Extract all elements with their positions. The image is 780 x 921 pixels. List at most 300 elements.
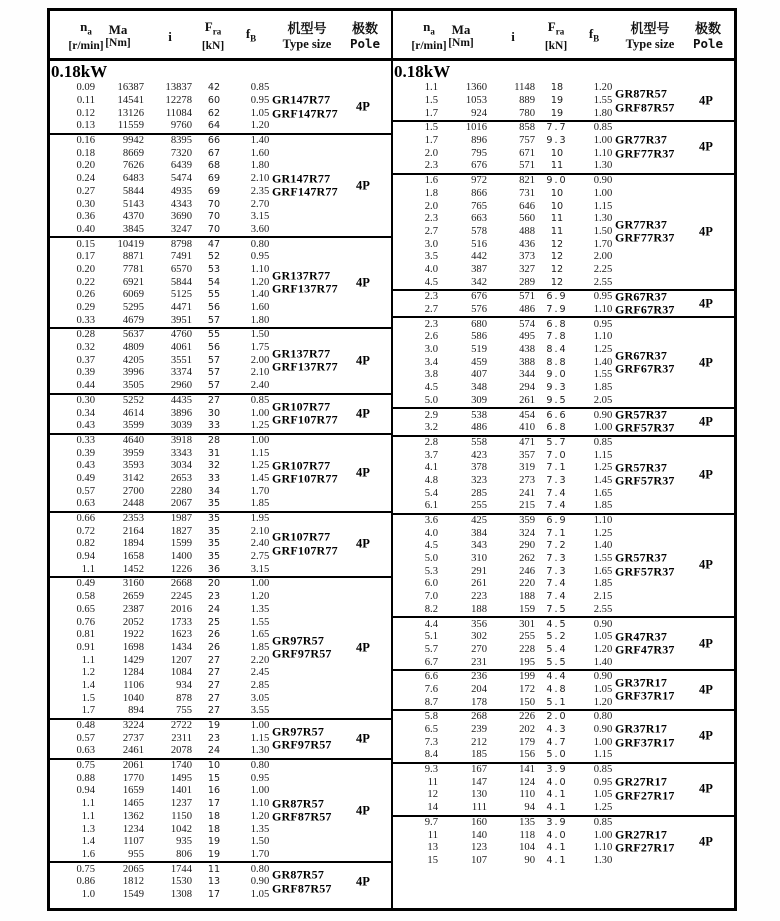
fb-value: 3.60 xyxy=(250,223,270,235)
i-value: 8798 xyxy=(170,238,192,250)
table-row xyxy=(393,604,734,617)
ma-value: 204 xyxy=(471,683,487,695)
col-header-ratio xyxy=(150,11,190,61)
na-value: 12 xyxy=(427,789,438,801)
na-value: 0.27 xyxy=(76,185,95,197)
na-value: 5.4 xyxy=(424,487,438,499)
pole-value: 4P xyxy=(356,353,370,368)
ma-value: 576 xyxy=(471,304,487,316)
pole-value: 4P xyxy=(699,781,713,796)
i-value: 4760 xyxy=(170,329,192,341)
fra-value: 47 xyxy=(207,238,221,250)
model-block xyxy=(50,576,391,718)
fra-value: 19 xyxy=(207,720,221,732)
ma-value: 1106 xyxy=(123,679,144,691)
fb-value: 1.20 xyxy=(593,82,613,94)
fra-value: 27 xyxy=(207,692,221,704)
i-value: 2653 xyxy=(170,472,192,484)
model-block xyxy=(50,718,391,758)
table-row xyxy=(393,213,734,226)
na-value: 0.63 xyxy=(76,745,95,757)
fb-value: 0.80 xyxy=(593,711,613,723)
type-size-label: GR107R77 GRF107R77 xyxy=(272,399,338,427)
na-value: 1.3 xyxy=(81,823,95,835)
i-value: 806 xyxy=(176,848,192,860)
table-row xyxy=(393,462,734,475)
table-row xyxy=(50,551,391,564)
table-row xyxy=(393,122,734,135)
pole-value: 4P xyxy=(356,803,370,817)
table-row xyxy=(393,238,734,251)
na-value: 3.7 xyxy=(424,449,438,461)
fra-value: 28 xyxy=(207,434,221,446)
na-value: 9.3 xyxy=(424,764,438,776)
ma-value: 459 xyxy=(471,356,487,368)
na-value: 8.7 xyxy=(424,696,438,708)
i-value: 4061 xyxy=(170,342,192,354)
i-value: 3918 xyxy=(170,434,192,446)
fb-value: 2.00 xyxy=(250,354,270,366)
fra-value: 31 xyxy=(207,447,221,459)
fra-value: 27 xyxy=(207,679,221,691)
na-value: 1.6 xyxy=(81,848,95,860)
i-value: 156 xyxy=(519,749,535,761)
na-value: 1.7 xyxy=(424,107,438,119)
type-size-label: GR137R77 GRF137R77 xyxy=(272,268,338,296)
na-value: 2.3 xyxy=(424,213,438,225)
ma-value: 8871 xyxy=(122,251,144,263)
table-row xyxy=(393,829,734,842)
i-value: 935 xyxy=(176,836,192,848)
table-row xyxy=(50,224,391,237)
table-row xyxy=(393,855,734,868)
na-value: 2.0 xyxy=(424,147,438,159)
ma-value: 6921 xyxy=(122,276,144,288)
fra-value: 4.1 xyxy=(546,789,568,801)
na-value: 5.3 xyxy=(424,565,438,577)
service-factor-symbol: f xyxy=(245,25,251,41)
data-blocks-right xyxy=(393,82,734,867)
ma-value: 3160 xyxy=(122,578,144,590)
col-header-type-size xyxy=(612,11,688,61)
table-row xyxy=(50,342,391,355)
i-value: 1599 xyxy=(170,538,192,550)
table-row xyxy=(393,527,734,540)
table-row xyxy=(393,291,734,304)
i-value: 574 xyxy=(519,318,535,330)
i-value: 1150 xyxy=(171,810,192,822)
ma-value: 223 xyxy=(471,591,487,603)
fb-value: 0.85 xyxy=(593,816,613,828)
i-value: 3551 xyxy=(170,354,192,366)
i-value: 7491 xyxy=(170,251,192,263)
fb-value: 1.20 xyxy=(250,120,270,132)
fb-value: 1.85 xyxy=(593,578,613,590)
table-row xyxy=(50,302,391,315)
ma-value: 586 xyxy=(471,331,487,343)
i-value: 294 xyxy=(519,382,535,394)
table-row xyxy=(393,147,734,160)
fra-value: 7.3 xyxy=(546,474,568,486)
col-header-pole xyxy=(341,11,389,61)
fra-value: 17 xyxy=(207,888,221,900)
ma-value: 9942 xyxy=(122,135,144,147)
ma-value: 1770 xyxy=(122,772,144,784)
table-row xyxy=(50,276,391,289)
data-blocks-left xyxy=(50,82,391,901)
i-value: 359 xyxy=(519,515,535,527)
table-row xyxy=(393,356,734,369)
table-row xyxy=(393,82,734,95)
na-value: 6.6 xyxy=(424,671,438,683)
table-row xyxy=(393,107,734,120)
i-value: 2960 xyxy=(170,380,192,392)
fra-value: 64 xyxy=(207,120,221,132)
table-row xyxy=(393,656,734,669)
fb-value: 0.95 xyxy=(593,318,613,330)
i-value: 488 xyxy=(519,225,535,237)
fra-value: 12 xyxy=(550,238,564,250)
i-value: 3690 xyxy=(170,211,192,223)
table-row xyxy=(50,367,391,380)
na-value: 0.28 xyxy=(76,329,95,341)
i-value: 2078 xyxy=(170,745,192,757)
na-value: 2.3 xyxy=(424,291,438,303)
na-value: 4.1 xyxy=(424,462,438,474)
na-value: 0.18 xyxy=(76,147,95,159)
table-row xyxy=(50,314,391,327)
table-row xyxy=(50,354,391,367)
ma-value: 1016 xyxy=(465,122,487,134)
fb-value: 1.80 xyxy=(250,160,270,172)
i-value: 878 xyxy=(176,692,192,704)
ma-value: 676 xyxy=(471,160,487,172)
table-row xyxy=(393,749,734,762)
fb-value: 3.15 xyxy=(250,211,270,223)
fra-value: 60 xyxy=(207,95,221,107)
fb-value: 1.80 xyxy=(250,314,270,326)
fra-value: 19 xyxy=(550,95,564,107)
fra-value: 12 xyxy=(550,276,564,288)
table-row xyxy=(50,849,391,862)
na-value: 0.58 xyxy=(76,591,95,603)
ma-value: 1360 xyxy=(465,82,487,94)
ma-value: 140 xyxy=(471,829,487,841)
fra-value: 4.7 xyxy=(546,736,568,748)
table-row xyxy=(50,251,391,264)
i-value: 889 xyxy=(519,95,535,107)
table-row xyxy=(50,420,391,433)
ma-value: 407 xyxy=(471,369,487,381)
fra-value: 7.1 xyxy=(546,527,568,539)
fra-value: 30 xyxy=(207,407,221,419)
fra-value: 11 xyxy=(550,160,564,172)
ma-value: 2448 xyxy=(122,498,144,510)
i-value: 90 xyxy=(524,854,535,866)
ma-value: 2164 xyxy=(122,525,144,537)
pole-cn: 极数 xyxy=(694,21,721,37)
table-row xyxy=(393,802,734,815)
fra-value: 4.4 xyxy=(546,671,568,683)
fb-value: 1.70 xyxy=(250,848,270,860)
na-value: 1.8 xyxy=(424,187,438,199)
fra-value: 7.2 xyxy=(546,540,568,552)
fb-value: 1.65 xyxy=(250,629,270,641)
fb-value: 1.60 xyxy=(250,147,270,159)
i-value: 6570 xyxy=(170,263,192,275)
na-value: 0.43 xyxy=(76,420,95,432)
fb-value: 1.15 xyxy=(593,200,613,212)
i-value: 12278 xyxy=(165,95,192,107)
fb-value: 1.85 xyxy=(593,500,613,512)
table-row xyxy=(393,369,734,382)
na-value: 3.0 xyxy=(424,238,438,250)
fra-value: 10 xyxy=(550,147,564,159)
ma-value: 1234 xyxy=(122,823,144,835)
pole-value: 4P xyxy=(699,224,713,239)
table-row xyxy=(50,745,391,758)
table-row xyxy=(393,200,734,213)
fra-value: 35 xyxy=(207,513,221,525)
fra-value: 66 xyxy=(207,135,221,147)
torque-symbol: Ma xyxy=(108,22,128,37)
na-value: 0.81 xyxy=(76,629,95,641)
table-row xyxy=(393,382,734,395)
table-row xyxy=(393,618,734,631)
table-row xyxy=(393,776,734,789)
ma-value: 4679 xyxy=(122,314,144,326)
table-row xyxy=(50,760,391,773)
ma-value: 2461 xyxy=(122,745,144,757)
i-value: 301 xyxy=(519,618,535,630)
fb-value: 1.55 xyxy=(593,369,613,381)
fb-value: 1.65 xyxy=(593,565,613,577)
ma-value: 2052 xyxy=(122,616,144,628)
fb-value: 0.80 xyxy=(250,760,270,772)
fra-value: 42 xyxy=(207,82,221,94)
ma-value: 442 xyxy=(471,251,487,263)
na-value: 11 xyxy=(427,776,438,788)
force-symbol-sub: ra xyxy=(212,26,222,37)
ma-value: 5143 xyxy=(122,198,144,210)
fb-value: 0.80 xyxy=(250,863,270,875)
fra-value: 4.8 xyxy=(546,683,568,695)
i-value: 4935 xyxy=(170,185,192,197)
model-block xyxy=(393,289,734,316)
type-size-label: GR87R57 GRF87R57 xyxy=(272,796,332,824)
type-size-label: GR67R37 GRF67R37 xyxy=(615,289,675,317)
fb-value: 1.50 xyxy=(250,836,270,848)
speed-symbol: n xyxy=(423,19,431,35)
na-value: 5.0 xyxy=(424,394,438,406)
table-row xyxy=(50,198,391,211)
i-value: 1827 xyxy=(170,525,192,537)
service-factor-symbol: f xyxy=(588,25,594,41)
ma-value: 955 xyxy=(128,848,144,860)
type-size-en: Type size xyxy=(625,36,675,51)
fb-value: 1.25 xyxy=(250,420,270,432)
i-value: 2280 xyxy=(170,485,192,497)
table-row xyxy=(393,696,734,709)
i-value: 1308 xyxy=(170,888,192,900)
fb-value: 2.10 xyxy=(250,173,270,185)
type-size-label: GR27R17 GRF27R17 xyxy=(615,827,675,855)
type-size-label: GR37R17 GRF37R17 xyxy=(615,675,675,703)
pole-value: 4P xyxy=(699,467,713,482)
fra-value: 12 xyxy=(550,251,564,263)
fra-value: 7.4 xyxy=(546,487,568,499)
fra-value: 12 xyxy=(550,263,564,275)
fra-value: 6.9 xyxy=(546,291,568,303)
model-block xyxy=(50,758,391,862)
fra-value: 7.1 xyxy=(546,462,568,474)
table-row xyxy=(393,437,734,450)
type-size-label: GR37R17 GRF37R17 xyxy=(615,721,675,750)
fra-value: 7.7 xyxy=(546,122,568,134)
i-value: 215 xyxy=(519,500,535,512)
fb-value: 1.05 xyxy=(250,888,270,900)
fra-value: 7.4 xyxy=(546,591,568,603)
na-value: 0.65 xyxy=(76,603,95,615)
i-value: 159 xyxy=(519,603,535,615)
fra-value: 27 xyxy=(207,667,221,679)
i-value: 1400 xyxy=(170,551,192,563)
fb-value: 1.55 xyxy=(593,95,613,107)
na-value: 8.4 xyxy=(424,749,438,761)
ma-value: 7626 xyxy=(122,160,144,172)
ma-value: 268 xyxy=(471,711,487,723)
ma-value: 7781 xyxy=(122,263,144,275)
i-value: 1744 xyxy=(170,863,192,875)
fra-value: 27 xyxy=(207,654,221,666)
ma-value: 663 xyxy=(471,213,487,225)
fra-value: 7.9 xyxy=(546,304,568,316)
ma-value: 680 xyxy=(471,318,487,330)
i-value: 438 xyxy=(519,344,535,356)
na-value: 4.5 xyxy=(424,276,438,288)
ma-value: 178 xyxy=(471,696,487,708)
table-row xyxy=(393,188,734,201)
fb-value: 1.05 xyxy=(593,789,613,801)
na-value: 7.3 xyxy=(424,736,438,748)
table-row xyxy=(393,264,734,277)
pole-value: 4P xyxy=(699,682,713,697)
fb-value: 0.95 xyxy=(250,95,270,107)
table-row xyxy=(50,498,391,511)
table-row xyxy=(393,487,734,500)
ma-value: 1922 xyxy=(122,629,144,641)
na-value: 2.7 xyxy=(424,225,438,237)
fra-value: 4.1 xyxy=(546,802,568,814)
na-value: 0.33 xyxy=(76,314,95,326)
fb-value: 1.60 xyxy=(250,302,270,314)
i-value: 1530 xyxy=(170,876,192,888)
fb-value: 1.20 xyxy=(593,643,613,655)
table-row xyxy=(50,120,391,133)
na-value: 1.1 xyxy=(81,563,95,575)
force-symbol: F xyxy=(547,19,556,35)
na-value: 1.1 xyxy=(81,810,95,822)
fra-value: 2.0 xyxy=(546,711,568,723)
na-value: 1.5 xyxy=(424,122,438,134)
table-row xyxy=(393,135,734,148)
ma-value: 1894 xyxy=(122,538,144,550)
ma-value: 239 xyxy=(471,724,487,736)
service-factor-sub: B xyxy=(250,33,257,44)
na-value: 0.32 xyxy=(76,342,95,354)
table-row xyxy=(393,842,734,855)
fra-value: 17 xyxy=(207,798,221,810)
ma-value: 765 xyxy=(471,200,487,212)
ma-value: 310 xyxy=(471,553,487,565)
fra-value: 7.8 xyxy=(546,331,568,343)
ma-value: 107 xyxy=(471,854,487,866)
na-value: 4.0 xyxy=(424,263,438,275)
fb-value: 0.90 xyxy=(593,409,613,421)
i-value: 246 xyxy=(519,565,535,577)
fb-value: 2.70 xyxy=(250,198,270,210)
fra-value: 19 xyxy=(207,848,221,860)
na-value: 0.63 xyxy=(76,498,95,510)
na-value: 1.0 xyxy=(81,888,95,900)
table-row xyxy=(50,823,391,836)
na-value: 3.8 xyxy=(424,369,438,381)
ma-value: 261 xyxy=(471,578,487,590)
fra-value: 32 xyxy=(207,460,221,472)
fb-value: 1.20 xyxy=(250,591,270,603)
ratio-symbol: i xyxy=(511,28,515,44)
table-row xyxy=(393,644,734,657)
ma-value: 2387 xyxy=(122,603,144,615)
ma-value: 2065 xyxy=(122,863,144,875)
power-section-label: 0.18kW xyxy=(394,62,451,81)
model-block xyxy=(50,133,391,237)
fb-value: 1.85 xyxy=(250,641,270,653)
fra-value: 35 xyxy=(207,538,221,550)
ma-value: 1040 xyxy=(122,692,144,704)
table-row xyxy=(393,251,734,264)
fb-value: 1.00 xyxy=(593,829,613,841)
i-value: 150 xyxy=(519,696,535,708)
ma-value: 1659 xyxy=(122,785,144,797)
fra-value: 9.3 xyxy=(546,135,568,147)
pole-value: 4P xyxy=(356,640,370,655)
fra-value: 33 xyxy=(207,420,221,432)
table-left xyxy=(50,11,391,908)
ma-value: 384 xyxy=(471,527,487,539)
table-row xyxy=(50,732,391,745)
table-row xyxy=(393,817,734,830)
i-value: 1084 xyxy=(170,667,192,679)
ma-value: 167 xyxy=(471,764,487,776)
ma-value: 519 xyxy=(471,344,487,356)
na-value: 0.49 xyxy=(76,472,95,484)
na-value: 7.6 xyxy=(424,683,438,695)
type-size-label: GR27R17 GRF27R17 xyxy=(615,774,675,803)
ma-value: 3996 xyxy=(122,367,144,379)
fra-value: 9.5 xyxy=(546,394,568,406)
i-value: 4471 xyxy=(170,302,192,314)
i-value: 5844 xyxy=(170,276,192,288)
fb-value: 1.20 xyxy=(250,276,270,288)
i-value: 2668 xyxy=(170,578,192,590)
na-value: 0.15 xyxy=(76,238,95,250)
fra-value: 6.8 xyxy=(546,422,568,434)
pole-value: 4P xyxy=(356,406,370,421)
na-value: 0.30 xyxy=(76,198,95,210)
table-row xyxy=(50,173,391,186)
fb-value: 1.20 xyxy=(593,696,613,708)
